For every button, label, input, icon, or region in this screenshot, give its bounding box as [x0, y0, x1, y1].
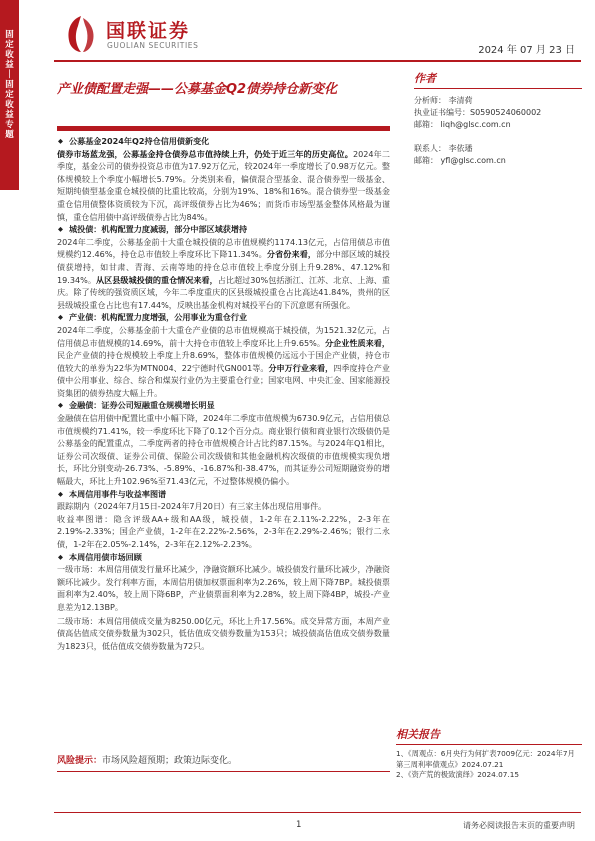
logo-chinese-name: 国联证券: [106, 20, 191, 42]
risk-warning: [57, 754, 390, 768]
logo-mark-icon: [64, 14, 98, 54]
author-panel: [414, 70, 582, 167]
summary-paragraph-6: 一级市场：本周信用债发行量环比减少，净融资额环比减少。城投债发行量环比减少，净融资额环比减少。发行利率方面，本周信用债加权票面利率为2.26%，较上周下降7BP。城投债票面利率为2.40%，较上周下降6BP，产业债票面利率为2.28%，较上周下降4BP，城投-产业息差为12.13BP。: [57, 564, 390, 612]
risk-label: 风险提示：: [57, 756, 103, 766]
paragraph-3-text-b: 民企产业债的持仓规模较上季度上升8.69%，整体市值规模仍远远小于国企产业债，持仓市值较大的单券为22华为MTN004、22宁德时代GN001等。: [57, 350, 390, 373]
logo-english-name: GUOLIAN SECURITIES: [107, 41, 199, 50]
report-date: 2024 年 07 月 23 日: [478, 45, 575, 56]
paragraph-2-text-c: 占比超过30%包括浙江、江苏、北京、上海、重庆。除了传统的强资质区域，今年二季度重庆的区县级城投重仓占比高达41.84%，贵州的区县级城投重仓占比也有17.44%，反映出基金机构对城投平台的下沉意愿有所强化。: [57, 274, 390, 310]
author-analyst: 分析师： 李清荷: [414, 96, 473, 105]
summary-paragraph-2: [57, 236, 390, 312]
footer-divider: [54, 812, 581, 813]
summary-paragraph-5: 跟踪期内（2024年7月15日-2024年7月20日）有三家主体出现信用事件。: [57, 501, 327, 512]
header-divider: [54, 60, 581, 62]
summary-paragraph-4: 金融债在信用债中配置比重中小幅下降，2024年二季度市值规模为6730.9亿元，占信用债总市值规模约71.41%，较一季度环比下降了0.12个百分点。商业银行债和商业银行次级债仍是公募基金的配置重点，二季度两者的持仓市值规模合计占比约87.15%。与2024年Q1相比，证券公司次级债、证券公司债、保险公司次级债和其他金融机构次级债的市值规模实现负增长，环比分别变动-26.73%、-5.89%、-16.87%和-38.47%，而其证券公司短期融资券的增幅最大，环比上升102.96%至71.43亿元，不过整体规模仍偏小。: [57, 413, 390, 487]
contact-email[interactable]: 邮箱： yfl@glsc.com.cn: [414, 156, 506, 165]
risk-text: 市场风险超预期；政策边际变化。: [102, 756, 238, 766]
related-report-1[interactable]: 1、《周观点：6月央行为何扩表7009亿元：2024年7月第三周利率债观点》2024.07.21: [396, 749, 575, 769]
related-heading: 相关报告: [396, 726, 582, 745]
author-email[interactable]: 邮箱： liqh@glsc.com.cn: [414, 120, 511, 129]
company-logo: [64, 14, 224, 60]
paragraph-3-highlight: 分企业性质来看，: [325, 337, 390, 348]
summary-heading-4: ◆ 金融债：证券公司短融重仓规模增长明显: [57, 399, 390, 412]
paragraph-3-highlight-b: 分申万行业来看，: [268, 362, 334, 373]
report-title: 产业债配置走强——公募基金Q2债券持仓新变化: [57, 82, 338, 97]
paragraph-1-text: 2024年二季度，基金公司的债券投资总市值为17.92万亿元，较2024年一季度增长了0.98万亿元。整体规模较上个季度小幅增长5.79%。分类别来看，偏债混合型基金、混合债券型一级基金、短期纯债型基金重仓城投债的比重比较高，分别为19%、18%和16%。混合债券型一级基金重仓信用债整体资质较为下沉，高评级债券占比为46%；而货币市场型基金整体风格最为谨慎，重仓信用债中高评级债券占比为84%。: [57, 148, 390, 222]
main-content: [57, 126, 390, 652]
paragraph-3-text-c: 四季度持仓产业债中公用事业、综合、综合和煤炭行业仍为主要重仓行业；国家电网、中央汇金、国家能源投资集团的债券热度大幅上升。: [57, 362, 390, 398]
related-report-2[interactable]: 2、《资产荒的极致演绎》2024.07.15: [396, 770, 520, 779]
page-number: 1: [296, 820, 302, 830]
side-category-text: 固 定 收 益 ｜ 固 定 收 益 专 题: [5, 30, 14, 140]
summary-heading-6: ◆ 本周信用债市场回顾: [57, 551, 390, 564]
paragraph-2-text-b: 部分中部区域的城投债获增持，如甘肃、青海、云南等地的持仓总市值较上季度分别上升9.28%、47.12%和19.34%。: [57, 249, 390, 285]
summary-paragraph-7: 二级市场：本周信用债成交量为8250.00亿元，环比上升17.56%。成交异常方面，本周产业债高估值成交债券数量为302只，低估值成交债券数量为153只；城投债高估值成交债券数量为1823只，低估值成交债券数量为72只。: [57, 615, 390, 651]
summary-heading-3: ◆ 产业债：机构配置力度增强，公用事业为重仓行业: [57, 311, 390, 324]
summary-heading-1: ◆ 公募基金2024年Q2持仓信用债新变化: [57, 135, 390, 148]
paragraph-2-highlight: 分省份来看，: [266, 249, 317, 260]
summary-paragraph-1: [57, 148, 390, 224]
author-heading: 作者: [414, 70, 582, 89]
summary-paragraph-3: [57, 324, 390, 400]
summary-heading-5: ◆ 本周信用事件与收益率图谱: [57, 488, 390, 501]
paragraph-3-text: 2024年二季度，公募基金前十大重仓产业债的总市值规模高于城投债，为1521.32亿元，占信用债总市值规模的14.69%，前十大持仓市值较上季度环比上升9.65%。: [57, 324, 390, 348]
side-category-bar: [0, 0, 19, 190]
contact-person: 联系人： 李依璠: [414, 144, 473, 153]
paragraph-1-highlight: 债券市场蓝龙强，公募基金持仓债券总市值持续上升，仍处于近三年的历史高位。: [57, 148, 353, 159]
summary-paragraph-5b: 收益率图谱：隐含评级AA+级和AA级，城投债，1-2年在2.11%-2.22%，2-3年在2.19%-2.33%；国企产业债，1-2年在2.22%-2.56%，2-3年在2.29%-2.46%；银行二永债，1-2年在2.05%-2.14%，2-3年在2.12%-2.23%。: [57, 513, 390, 549]
risk-divider: [57, 771, 390, 772]
paragraph-2-highlight-b: 从区县级城投债的重仓情况来看，: [96, 274, 218, 285]
related-reports-panel: [396, 726, 582, 781]
summary-heading-2: ◆ 城投债：机构配置力度减弱，部分中部区域获增持: [57, 223, 390, 236]
footer-disclaimer: 请务必阅读报告末页的重要声明: [463, 821, 575, 830]
author-license: 执业证书编号：S0590524060002: [414, 108, 542, 117]
paragraph-2-text: 2024年二季度，公募基金前十大重仓城投债的总市值规模约1174.13亿元，占信用债总市值规模约12.46%，持仓总市值较上季度环比下降11.34%。: [57, 236, 390, 260]
